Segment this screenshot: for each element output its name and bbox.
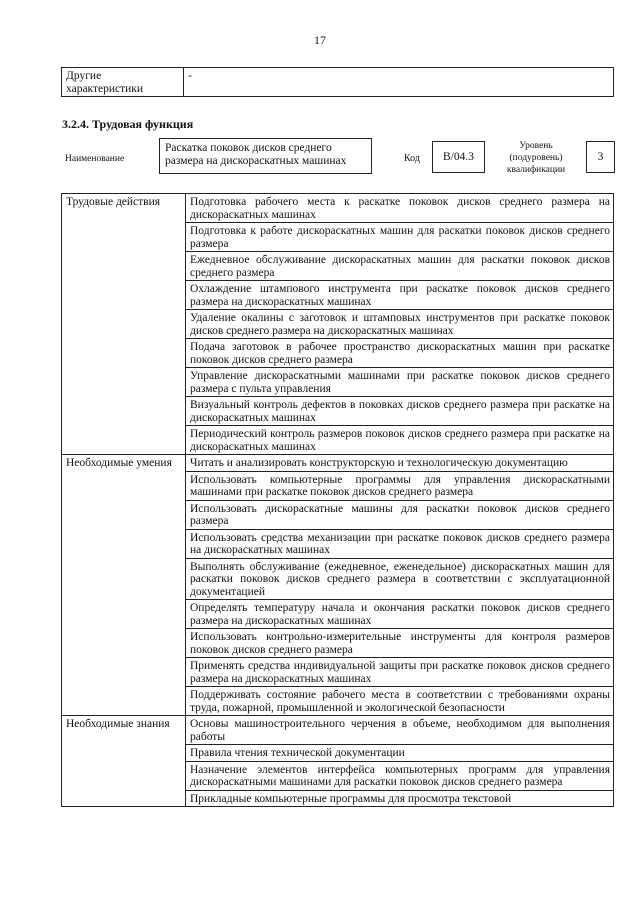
page-number: 17 [314, 33, 326, 47]
labor-actions-item: Управление дискораскатными машинами при раскатке поковок дисков среднего размера с пульта управления [186, 368, 614, 397]
table-row [62, 716, 614, 745]
labor-actions-item: Визуальный контроль дефектов в поковках дисков среднего размера при раскатке на дискораскатных машинах [186, 397, 614, 426]
required-knowledge-item: Прикладные компьютерные программы для просмотра текстовой [186, 790, 614, 807]
required-knowledge-item: Основы машиностроительного черчения в объеме, необходимом для выполнения работы [186, 716, 614, 745]
labor-actions-item: Удаление окалины с заготовок и штамповых инструментов при раскатке поковок дисков среднего размера на дискораскатных машинах [186, 310, 614, 339]
section-title: 3.2.4. Трудовая функция [62, 117, 194, 131]
other-characteristics-label: Другие характеристики [62, 68, 184, 97]
qualification-level: 3 [586, 141, 615, 173]
required-skills-item: Использовать средства механизации при раскатке поковок дисков среднего размера на дискораскатных машинах [186, 529, 614, 558]
required-skills-item: Выполнять обслуживание (ежедневное, еженедельное) дискораскатных машин для раскатки поковок дисков среднего размера в соответствии с эксплуатационной документацией [186, 558, 614, 600]
labor-actions-item: Периодический контроль размеров поковок дисков среднего размера при раскатке на дискораскатных машинах [186, 426, 614, 455]
other-characteristics-value: - [184, 68, 614, 97]
labor-actions-item: Ежедневное обслуживание дискораскатных машин для раскатки поковок дисков среднего размера [186, 252, 614, 281]
function-details-table [61, 193, 614, 807]
required-knowledge-item: Правила чтения технической документации [186, 745, 614, 762]
function-header [62, 138, 615, 180]
required-skills-item: Использовать дискораскатные машины для раскатки поковок дисков среднего размера [186, 500, 614, 529]
function-code: В/04.3 [432, 141, 485, 173]
table-row [62, 194, 614, 223]
function-code-label: Код [404, 153, 420, 164]
required-skills-item: Применять средства индивидуальной защиты при раскатке поковок дисков среднего размера на дискораскатных машинах [186, 658, 614, 687]
labor-actions-label: Трудовые действия [62, 194, 186, 455]
table-row [62, 455, 614, 472]
table-row [62, 68, 614, 97]
function-name: Раскатка поковок дисков среднего размера на дискораскатных машинах [159, 138, 372, 174]
required-skills-item: Поддерживать состояние рабочего места в соответствии с требованиями охраны труда, пожарной, промышленной и экологической безопасности [186, 687, 614, 716]
required-skills-label: Необходимые умения [62, 455, 186, 716]
required-knowledge-item: Назначение элементов интерфейса компьютерных программ для управления дискораскатными машинами для раскатки поковок дисков среднего размера [186, 761, 614, 790]
labor-actions-item: Охлаждение штампового инструмента при раскатке поковок дисков среднего размера на дискораскатных машинах [186, 281, 614, 310]
qualification-level-label: Уровень (подуровень) квалификации [506, 141, 566, 175]
required-skills-item: Определять температуру начала и окончания раскатки поковок дисков среднего размера на дискораскатных машинах [186, 600, 614, 629]
required-skills-item: Читать и анализировать конструкторскую и технологическую документацию [186, 455, 614, 472]
other-characteristics-table [61, 67, 614, 97]
labor-actions-item: Подача заготовок в рабочее пространство дискораскатных машин при раскатке поковок дисков среднего размера [186, 339, 614, 368]
function-name-label: Наименование [65, 154, 125, 164]
labor-actions-item: Подготовка к работе дискораскатных машин для раскатки поковок дисков среднего размера [186, 223, 614, 252]
labor-actions-item: Подготовка рабочего места к раскатке поковок дисков среднего размера на дискораскатных машинах [186, 194, 614, 223]
required-skills-item: Использовать контрольно-измерительные инструменты для контроля размеров поковок дисков среднего размера [186, 629, 614, 658]
required-knowledge-label: Необходимые знания [62, 716, 186, 807]
required-skills-item: Использовать компьютерные программы для управления дискораскатными машинами при раскатке поковок дисков среднего размера [186, 471, 614, 500]
